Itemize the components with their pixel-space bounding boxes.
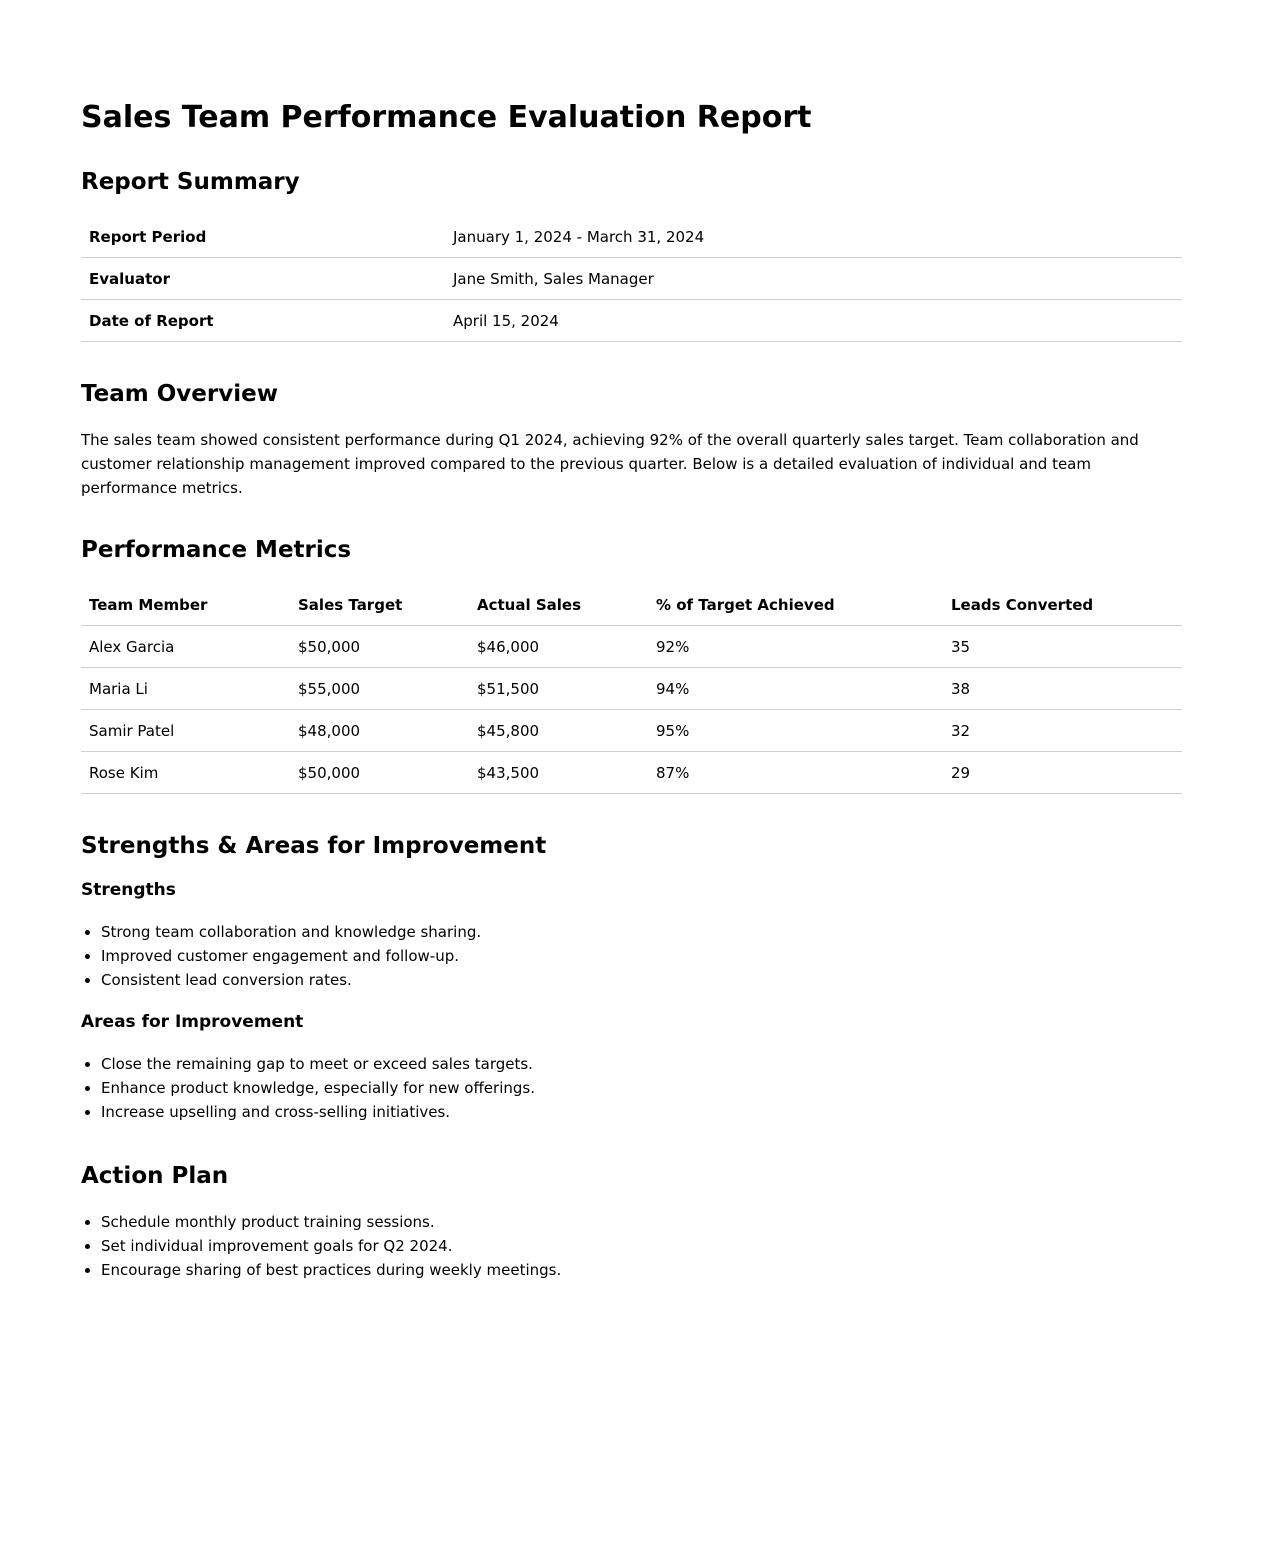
table-row [81, 258, 1182, 300]
table-cell: 87% [648, 752, 943, 794]
list-item: • Set individual improvement goals for Q2 2024. [101, 1234, 1182, 1258]
table-cell: 32 [943, 710, 1182, 752]
summary-label: Report Period [81, 216, 445, 258]
overview-heading: Team Overview [81, 381, 278, 407]
list-item: • Schedule monthly product training sessions. [101, 1210, 1182, 1234]
metrics-heading: Performance Metrics [81, 537, 352, 563]
summary-label: Evaluator [81, 258, 445, 300]
table-cell: $50,000 [290, 626, 469, 668]
report-page [81, 0, 1182, 1282]
table-cell: $45,800 [469, 710, 648, 752]
action-plan-heading: Action Plan [81, 1163, 229, 1189]
strengths-list [81, 920, 1182, 992]
table-row [81, 668, 1182, 710]
summary-value: Jane Smith, Sales Manager [445, 258, 1182, 300]
table-cell: $55,000 [290, 668, 469, 710]
table-cell: 35 [943, 626, 1182, 668]
table-header-row [81, 584, 1182, 626]
table-cell: $50,000 [290, 752, 469, 794]
overview-text: The sales team showed consistent performance during Q1 2024, achieving 92% of the overall quarterly sales target. Team collaboration and customer relationship management improved compared to the previous quarter. Below is a detailed evaluation of individual and team performance metrics. [81, 431, 1139, 497]
action-plan-list [81, 1210, 1182, 1282]
metrics-table [81, 584, 1182, 794]
table-cell: Samir Patel [81, 710, 290, 752]
table-row [81, 626, 1182, 668]
table-cell: 95% [648, 710, 943, 752]
column-header: Sales Target [290, 584, 469, 626]
list-item: • Consistent lead conversion rates. [101, 968, 1182, 992]
table-cell: 38 [943, 668, 1182, 710]
summary-table [81, 216, 1182, 342]
table-row [81, 300, 1182, 342]
page-title: Sales Team Performance Evaluation Report [81, 100, 812, 135]
list-item: • Enhance product knowledge, especially for new offerings. [101, 1076, 1182, 1100]
table-cell: 92% [648, 626, 943, 668]
strengths-section-heading: Strengths & Areas for Improvement [81, 833, 547, 859]
column-header: Team Member [81, 584, 290, 626]
list-item: • Increase upselling and cross-selling initiatives. [101, 1100, 1182, 1124]
list-item: • Improved customer engagement and follow-up. [101, 944, 1182, 968]
table-row [81, 216, 1182, 258]
table-cell: Maria Li [81, 668, 290, 710]
table-row [81, 710, 1182, 752]
table-cell: Alex Garcia [81, 626, 290, 668]
table-cell: $46,000 [469, 626, 648, 668]
summary-label: Date of Report [81, 300, 445, 342]
column-header: Actual Sales [469, 584, 648, 626]
summary-value: April 15, 2024 [445, 300, 1182, 342]
column-header: % of Target Achieved [648, 584, 943, 626]
table-cell: $43,500 [469, 752, 648, 794]
list-item: • Encourage sharing of best practices during weekly meetings. [101, 1258, 1182, 1282]
table-cell: 94% [648, 668, 943, 710]
table-cell: $48,000 [290, 710, 469, 752]
column-header: Leads Converted [943, 584, 1182, 626]
improvements-list [81, 1052, 1182, 1124]
table-cell: Rose Kim [81, 752, 290, 794]
strengths-heading: Strengths [81, 880, 176, 900]
table-row [81, 752, 1182, 794]
table-cell: $51,500 [469, 668, 648, 710]
list-item: • Strong team collaboration and knowledge sharing. [101, 920, 1182, 944]
list-item: • Close the remaining gap to meet or exceed sales targets. [101, 1052, 1182, 1076]
summary-heading: Report Summary [81, 169, 300, 195]
table-cell: 29 [943, 752, 1182, 794]
improvements-heading: Areas for Improvement [81, 1012, 304, 1032]
summary-value: January 1, 2024 - March 31, 2024 [445, 216, 1182, 258]
